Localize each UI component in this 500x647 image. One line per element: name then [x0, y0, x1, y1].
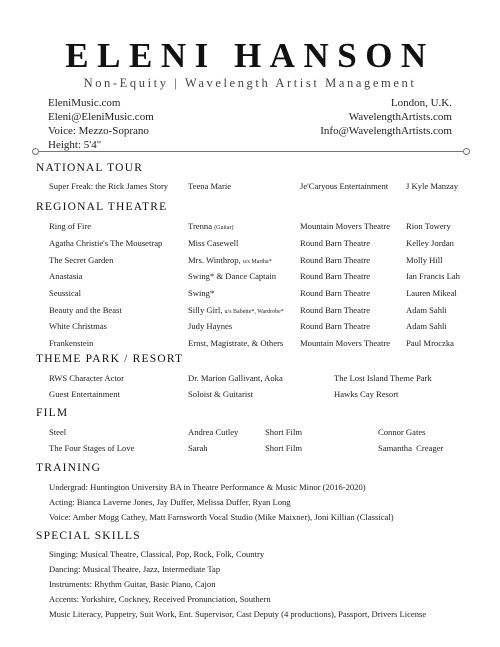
job-title: Guest Entertainment: [49, 389, 120, 399]
role: Swing* & Dance Captain: [188, 271, 277, 281]
agency-email-link[interactable]: Info@WavelengthArtists.com: [320, 125, 452, 137]
role-note: u/s Martha*: [242, 259, 272, 265]
director: Connor Gates: [378, 427, 426, 437]
theatre: Round Barn Theatre: [300, 321, 371, 331]
director: Adam Sahli: [406, 321, 447, 331]
skill-line-singing: Singing: Musical Theatre, Classical, Pop, Rock, Folk, Country: [49, 549, 265, 559]
section-title-theme-park: THEME PARK / RESORT: [36, 353, 184, 365]
director: Rion Towery: [406, 221, 451, 231]
header-divider: [36, 151, 466, 152]
show-title: Beauty and the Beast: [49, 305, 122, 315]
divider-left-dot: [32, 148, 39, 155]
role: Mrs. Winthrop,: [188, 255, 241, 265]
section-title-national-tour: NATIONAL TOUR: [36, 162, 144, 174]
section-title-film: FILM: [36, 407, 69, 419]
film-title: The Four Stages of Love: [49, 443, 135, 453]
training-line-voice: Voice: Amber Mogg Cathey, Matt Farnsworth Vocal Studio (Mike Maixner), Joni Killian (Classical): [49, 512, 394, 522]
director: Ian Francis Lah: [406, 271, 460, 281]
role: Dr. Marion Gallivant, Aoka: [188, 373, 283, 383]
show-title: Agatha Christie's The Mousetrap: [49, 238, 163, 248]
role: Teena Marie: [188, 181, 232, 191]
role-cell: [188, 305, 284, 315]
theatre: Round Barn Theatre: [300, 255, 371, 265]
film-type: Short Film: [265, 443, 303, 453]
theatre: Mountain Movers Theatre: [300, 221, 391, 231]
divider-right-dot: [463, 148, 470, 155]
theatre: Round Barn Theatre: [300, 288, 371, 298]
show-title: White Christmas: [49, 321, 107, 331]
role-cell: [188, 221, 234, 231]
theatre: Mountain Movers Theatre: [300, 338, 391, 348]
role-cell: [188, 238, 238, 248]
show-title: Frankenstein: [49, 338, 94, 348]
role: Soloist & Guitarist: [188, 389, 253, 399]
role-note: u/s Babette*, Wardrobe*: [224, 309, 284, 315]
role: Ernst, Magistrate, & Others: [188, 338, 284, 348]
show-title: The Secret Garden: [49, 255, 114, 265]
role: Andrea Cutley: [188, 427, 239, 437]
training-line-acting: Acting: Bianca Laverne Jones, Jay Duffer, Melissa Duffer, Ryan Long: [49, 497, 291, 507]
contact-left: [48, 96, 154, 152]
director: Molly Hill: [406, 255, 443, 265]
director: Adam Sahli: [406, 305, 447, 315]
agency-website-link[interactable]: WavelengthArtists.com: [348, 111, 452, 123]
role-note: (Guitar): [214, 225, 234, 231]
section-title-special-skills: SPECIAL SKILLS: [36, 530, 141, 542]
role: Sarah: [188, 443, 208, 453]
training-line-undergrad: Undergrad: Huntington University BA in Theatre Performance & Music Minor (2016-2020): [49, 482, 366, 492]
show-title: Ring of Fire: [49, 221, 92, 231]
skill-line-other: Music Literacy, Puppetry, Suit Work, Ent. Supervisor, Cast Deputy (4 productions), Passport, Drivers License: [49, 609, 427, 619]
job-title: RWS Character Actor: [49, 373, 124, 383]
role: Judy Haynes: [188, 321, 233, 331]
skill-line-accents: Accents: Yorkshire, Cockney, Received Pronunciation, Southern: [49, 594, 271, 604]
show-title: Super Freak: the Rick James Story: [49, 181, 169, 191]
venue: Hawks Cay Resort: [334, 389, 399, 399]
company: Je'Caryous Entertainment: [300, 181, 389, 191]
role-cell: [188, 288, 214, 298]
section-title-training: TRAINING: [36, 462, 102, 474]
role: Silly Girl,: [188, 305, 223, 315]
film-type: Short Film: [265, 427, 303, 437]
role-cell: [188, 255, 272, 265]
theatre: Round Barn Theatre: [300, 305, 371, 315]
voice-type: Voice: Mezzo-Soprano: [48, 125, 149, 137]
theatre: Round Barn Theatre: [300, 238, 371, 248]
role: Swing*: [188, 288, 215, 298]
location: London, U.K.: [390, 97, 452, 109]
contact-right: [320, 96, 452, 138]
skill-line-instruments: Instruments: Rhythm Guitar, Basic Piano, Cajon: [49, 579, 216, 589]
director: Kelley Jordan: [406, 238, 454, 248]
director: Samantha Creager: [378, 443, 444, 453]
director: Paul Mroczka: [406, 338, 454, 348]
section-title-regional-theatre: REGIONAL THEATRE: [36, 201, 168, 213]
role-cell: [188, 321, 232, 331]
role-cell: [188, 271, 276, 281]
role: Trenna: [188, 221, 213, 231]
email-link[interactable]: Eleni@EleniMusic.com: [48, 111, 154, 123]
theatre: Round Barn Theatre: [300, 271, 371, 281]
director: Lauren Mikeal: [406, 288, 457, 298]
role: Miss Casewell: [188, 238, 239, 248]
show-title: Anastasia: [49, 271, 83, 281]
website-link[interactable]: EleniMusic.com: [48, 97, 121, 109]
role-cell: [188, 338, 283, 348]
union-agency-line: Non-Equity | Wavelength Artist Management: [83, 76, 417, 90]
show-title: Seussical: [49, 288, 81, 298]
height: Height: 5'4": [48, 139, 102, 151]
director: J Kyle Manzay: [406, 181, 459, 191]
skill-line-dancing: Dancing: Musical Theatre, Jazz, Intermediate Tap: [49, 564, 221, 574]
venue: The Lost Island Theme Park: [334, 373, 432, 383]
resume-name: ELENI HANSON: [65, 36, 435, 75]
film-title: Steel: [49, 427, 67, 437]
